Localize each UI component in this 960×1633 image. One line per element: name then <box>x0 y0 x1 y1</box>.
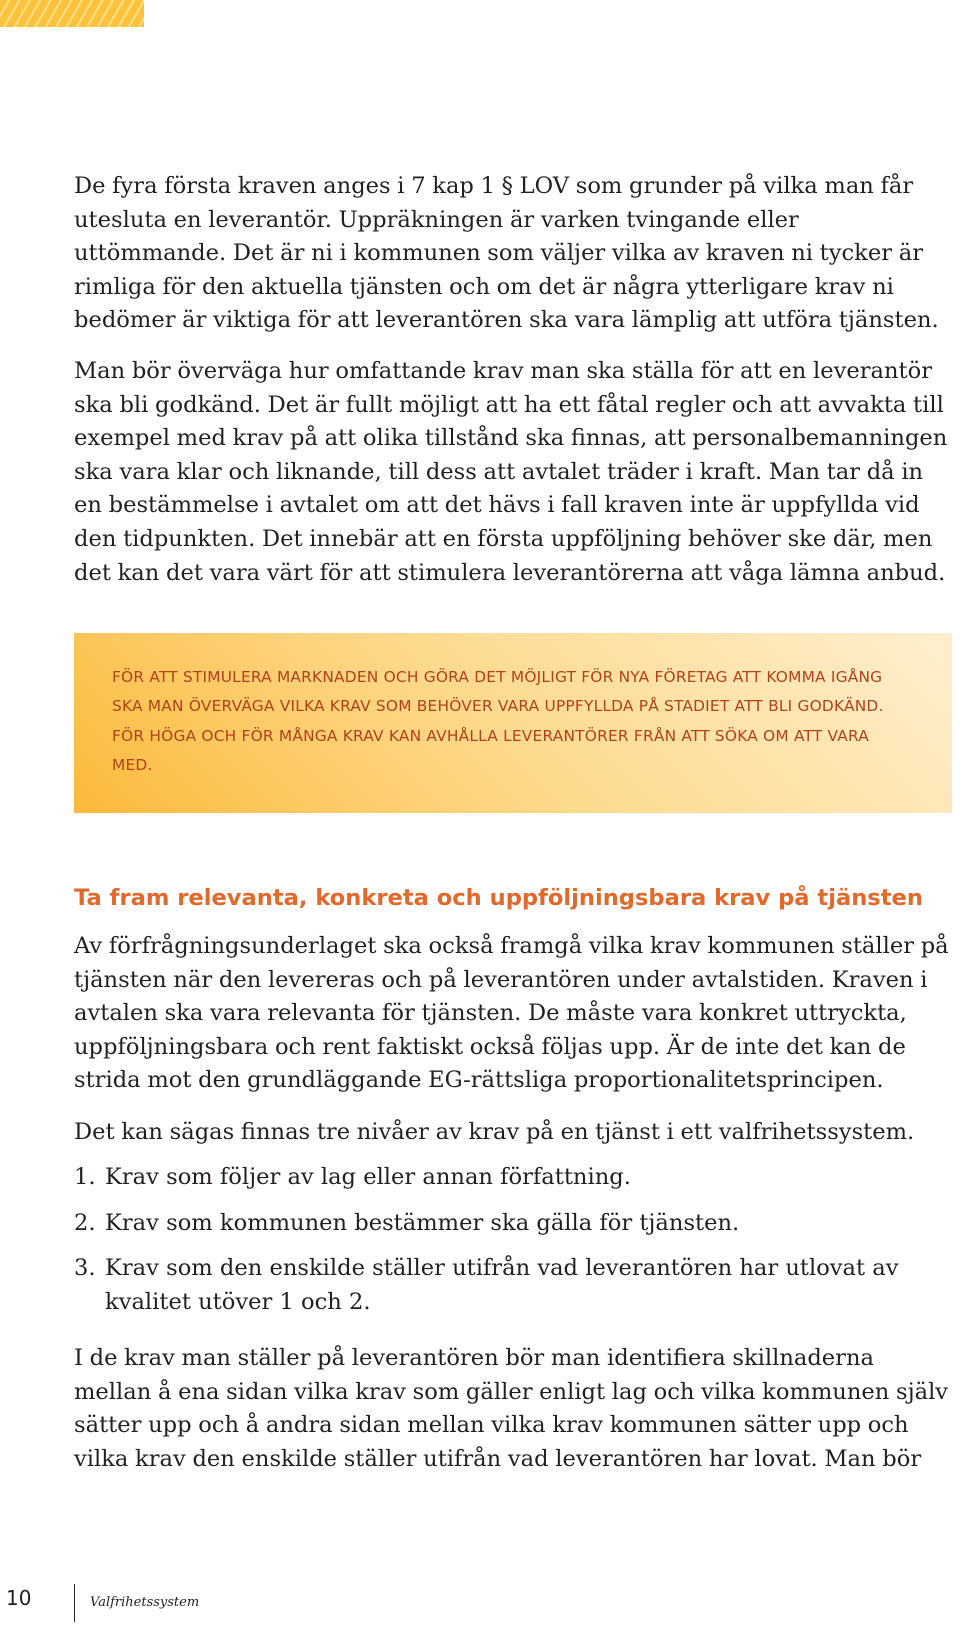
list-item <box>74 1252 952 1319</box>
list-item-text: Krav som kommunen bestämmer ska gälla för tjänsten. <box>105 1209 740 1236</box>
list-item <box>74 1207 952 1241</box>
list-item-number: 2. <box>74 1209 96 1236</box>
footer-title: Valfrihetssystem <box>90 1595 200 1610</box>
paragraph-3: Av förfrågningsunderlaget ska också framgå vilka krav kommunen ställer på tjänsten när den levereras och på leverantören under avtalstiden. Kraven i avtalen ska vara relevanta för tjänsten. De måste vara konkret uttryckta, uppföljningsbara och rent faktiskt också följas upp. Är de inte det kan de strida mot den grundläggande EG-rättsliga proportionalitetsprincipen. <box>74 933 949 1094</box>
list-item-text: Krav som den enskilde ställer utifrån vad leverantören har utlovat av kvalitet utöver 1 och 2. <box>105 1255 899 1315</box>
page-number: 10 <box>6 1586 32 1610</box>
paragraph-5: I de krav man ställer på leverantören bör man identifiera skillnaderna mellan å ena sidan vilka krav som gäller enligt lag och vilka kommunen själv sätter upp och å andra sidan mellan vilka krav kommunen sätter upp och vilka krav den enskilde ställer utifrån vad leverantören har lovat. Man bör <box>74 1345 949 1472</box>
paragraph-2: Man bör överväga hur omfattande krav man ska ställa för att en leverantör ska bli godkänd. Det är fullt möjligt att ha ett fåtal regler och att avvakta till exempel med krav på att olika tillstånd ska finnas, att personalbemanningen ska vara klar och liknande, till dess att avtalet träder i kraft. Man tar då in en bestämmelse i avtalet om att det hävs i fall kraven inte är uppfyllda vid den tidpunkten. Det innebär att en första uppföljning behöver ske där, men det kan det vara värt för att stimulera leverantörerna att våga lämna anbud. <box>74 358 948 586</box>
list-item-text: Krav som följer av lag eller annan författning. <box>105 1164 631 1190</box>
list-item <box>74 1161 952 1195</box>
requirement-levels-list <box>74 1161 952 1319</box>
paragraph-1: De fyra första kraven anges i 7 kap 1 § LOV som grunder på vilka man får utesluta en leverantör. Uppräkningen är varken tvingande eller uttömmande. Det är ni i kommunen som väljer vilka av kraven ni tycker är rimliga för den aktuella tjänsten och om det är några ytterligare krav ni bedömer är viktiga för att leverantören ska vara lämplig att utföra tjänsten. <box>74 173 939 334</box>
callout-text: FÖR ATT STIMULERA MARKNADEN OCH GÖRA DET MÖJLIGT FÖR NYA FÖRETAG ATT KOMMA IGÅNG SKA MAN ÖVERVÄGA VILKA KRAV SOM BEHÖVER VARA UPPFYLLDA PÅ STADIET ATT BLI GODKÄND. FÖR HÖGA OCH FÖR MÅNGA KRAV KAN AVHÅLLA LEVERANTÖRER FRÅN ATT SÖKA OM ATT VARA MED. <box>112 668 884 774</box>
section-heading: Ta fram relevanta, konkreta och uppföljningsbara krav på tjänsten <box>74 885 923 911</box>
list-item-number: 1. <box>74 1164 96 1190</box>
footer-divider <box>74 1584 75 1622</box>
callout-box <box>74 633 952 813</box>
list-item-number: 3. <box>74 1255 96 1282</box>
paragraph-4: Det kan sägas finnas tre nivåer av krav på en tjänst i ett valfrihetssystem. <box>74 1119 915 1145</box>
corner-decoration <box>0 0 144 27</box>
